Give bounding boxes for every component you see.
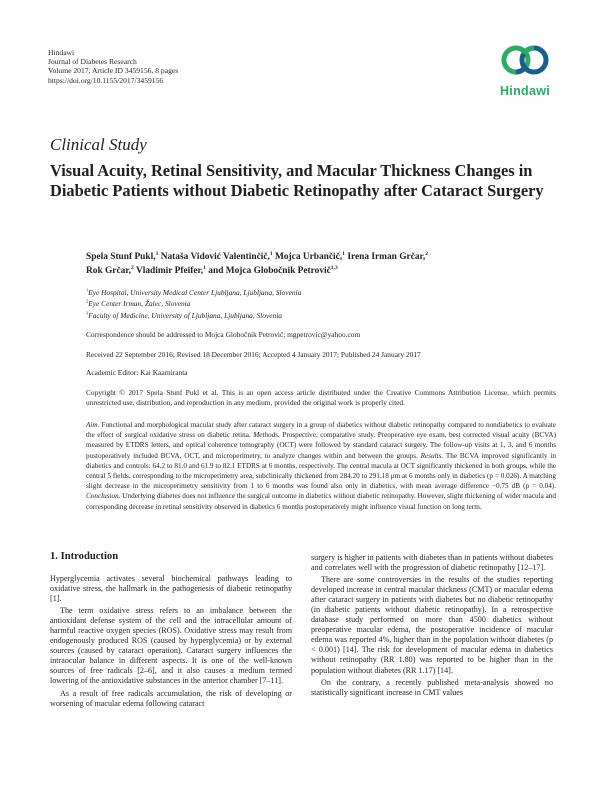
hindawi-logo-icon [499, 38, 551, 82]
article-type: Clinical Study [50, 135, 147, 154]
affiliation: $^1$Eye Hospital, University Medical Center Ljubljana, Ljubljana, Slovenia [86, 287, 302, 297]
paragraph: The term oxidative stress refers to an imbalance between the antioxidant defense system of the cell and the intracellular amount of harmful reactive oxygen species (ROS). Oxidative stress may result from endogenously produced ROS (caused by hyperglycemia) or by external sources (caused by cataract operation). Cataract surgery influences the intraocular balance in different aspects. It is one of the well-known sources of free radicals [2–6], and it also causes a medium termed lowering of the antioxidative substances in the anterior chamber [7–11]. [50, 606, 292, 686]
affiliations [86, 287, 556, 321]
author: Spela Stunf Pukl,$^1$ [86, 250, 159, 262]
section-heading: 1. Introduction [50, 551, 119, 562]
body-column-right [311, 553, 553, 700]
affiliation: $^2$Eye Center Irman, Žalec, Slovenia [86, 298, 191, 309]
volume-info: Volume 2017, Article ID 3459156, 8 pages [48, 66, 179, 76]
publisher-name: Hindawi [48, 48, 75, 57]
author: Rok Grčar,$^2$ [86, 265, 134, 277]
paragraph: surgery is higher in patients with diabetes than in patients without diabetes and correlates well with the progression of diabetic retinopathy [12–17]. [311, 553, 553, 573]
abstract-methods-label: Methods. [253, 431, 280, 440]
doi-link[interactable]: https://doi.org/10.1155/2017/3459156 [48, 75, 164, 85]
author: Nataša Vidović Valentinčič,$^1$ [160, 250, 273, 262]
author: Irena Irman Grčar,$^2$ [347, 250, 428, 262]
author: Mojca Urbančič,$^1$ [275, 250, 345, 262]
abstract-aim-label: Aim. [86, 421, 100, 429]
author-list [86, 250, 556, 278]
hindawi-logo [496, 38, 554, 104]
author: Vladimir Pfeifer,$^1$ [135, 265, 206, 277]
abstract: Aim. Functional and morphological macular study after cataract surgery in a group of diabetics without diabetic retinopathy compared to nondiabetics to evaluate the effect of surgical oxidative stress on diabetic retina. Methods. Prospective, comparative study. Preoperative eye exam, best corrected visual acuity (BCVA) measured by ETDRS letters, and optical coherence tomography (OCT) were followed by standard cataract surgery. The follow-up visits at 1, 3, and 6 months postoperatively included BCVA, OCT, and microperimetry, to analyze changes within and between the groups. Results. The BCVA improved significantly in diabetics and controls: 64.2 to 81.0 and 61.9 to 82.1 ETDRS at 6 months, respectively. The central macula at OCT significantly thickened in both groups, while the central 5 fields, corresponding to the microperimetry area, subclinically thickened from 284.20 to 291.18 μm at 6 months only in diabetics (p = 0.026). A matching slight decrease in the microperimetry sensitivity from 1 to 6 months was found also only in diabetics, with mean average difference −0.75 dB (p = 0.04). Conclusion. Underlying diabetes does not influence the surgical outcome in diabetics without diabetic retinopathy. However, slight thickening of wider macula and corresponding decrease in retinal sensitivity observed in diabetics 6 months postoperatively might influence visual function on long term. [86, 421, 557, 511]
paragraph: Hyperglycemia activates several biochemical pathways leading to oxidative stress, the hallmark in the pathogenesis of diabetic retinopathy [1]. [50, 574, 292, 604]
correspondence: Correspondence should be addressed to Mojca Globočnik Petrovič; mgpetrovic@yahoo.com [86, 330, 361, 339]
abstract-conclusion-label: Conclusion. [86, 492, 121, 501]
paragraph: There are some controversies in the results of the studies reporting developed increase in central macular thickness (CMT) or macular edema after cataract surgery in patients with diabetes but no diabetic retinopathy (in diabetic patients without diabetic retinopathy). In a retrospective database study performed on more than 4500 diabetics without preoperative macular edema, the postoperative incidence of macular edema was reported 4%, higher than in the population without diabetes (p < 0.001) [14]. The risk for development of macular edema in diabetics without retinopathy (RR 1.80) was reported to be higher than in the population without diabetes (RR 1.17) [14]. [311, 575, 553, 675]
journal-name: Journal of Diabetes Research [48, 57, 137, 67]
journal-meta [48, 48, 178, 85]
abstract-results-label: Results. [420, 451, 444, 460]
copyright-notice: Copyright © 2017 Spela Stunf Pukl et al. This is an open access article distributed under the Creative Commons Attribution License, which permits unrestricted use, distribution, and reproduction in any medium, provided the original work is properly cited. [86, 388, 556, 408]
author: and Mojca Globočnik Petrovič$^{1,3}$ [208, 265, 338, 277]
academic-editor: Academic Editor: Kai Kaarniranta [86, 368, 188, 377]
affiliation: $^3$Faculty of Medicine, University of Ljubljana, Ljubljana, Slovenia [86, 310, 282, 320]
paragraph: As a result of free radicals accumulation, the risk of developing or worsening of macular edema following cataract [50, 688, 292, 708]
body-column-left [50, 574, 292, 711]
article-title: Visual Acuity, Retinal Sensitivity, and Macular Thickness Changes in Diabetic Patients without Diabetic Retinopathy after Cataract Surgery [50, 161, 544, 200]
article-dates: Received 22 September 2016; Revised 18 December 2016; Accepted 4 January 2017; Published 24 January 2017 [86, 350, 421, 359]
logo-text: Hindawi [499, 84, 551, 98]
paragraph: On the contrary, a recently published meta-analysis showed no statistically significant increase in CMT values [311, 677, 553, 697]
